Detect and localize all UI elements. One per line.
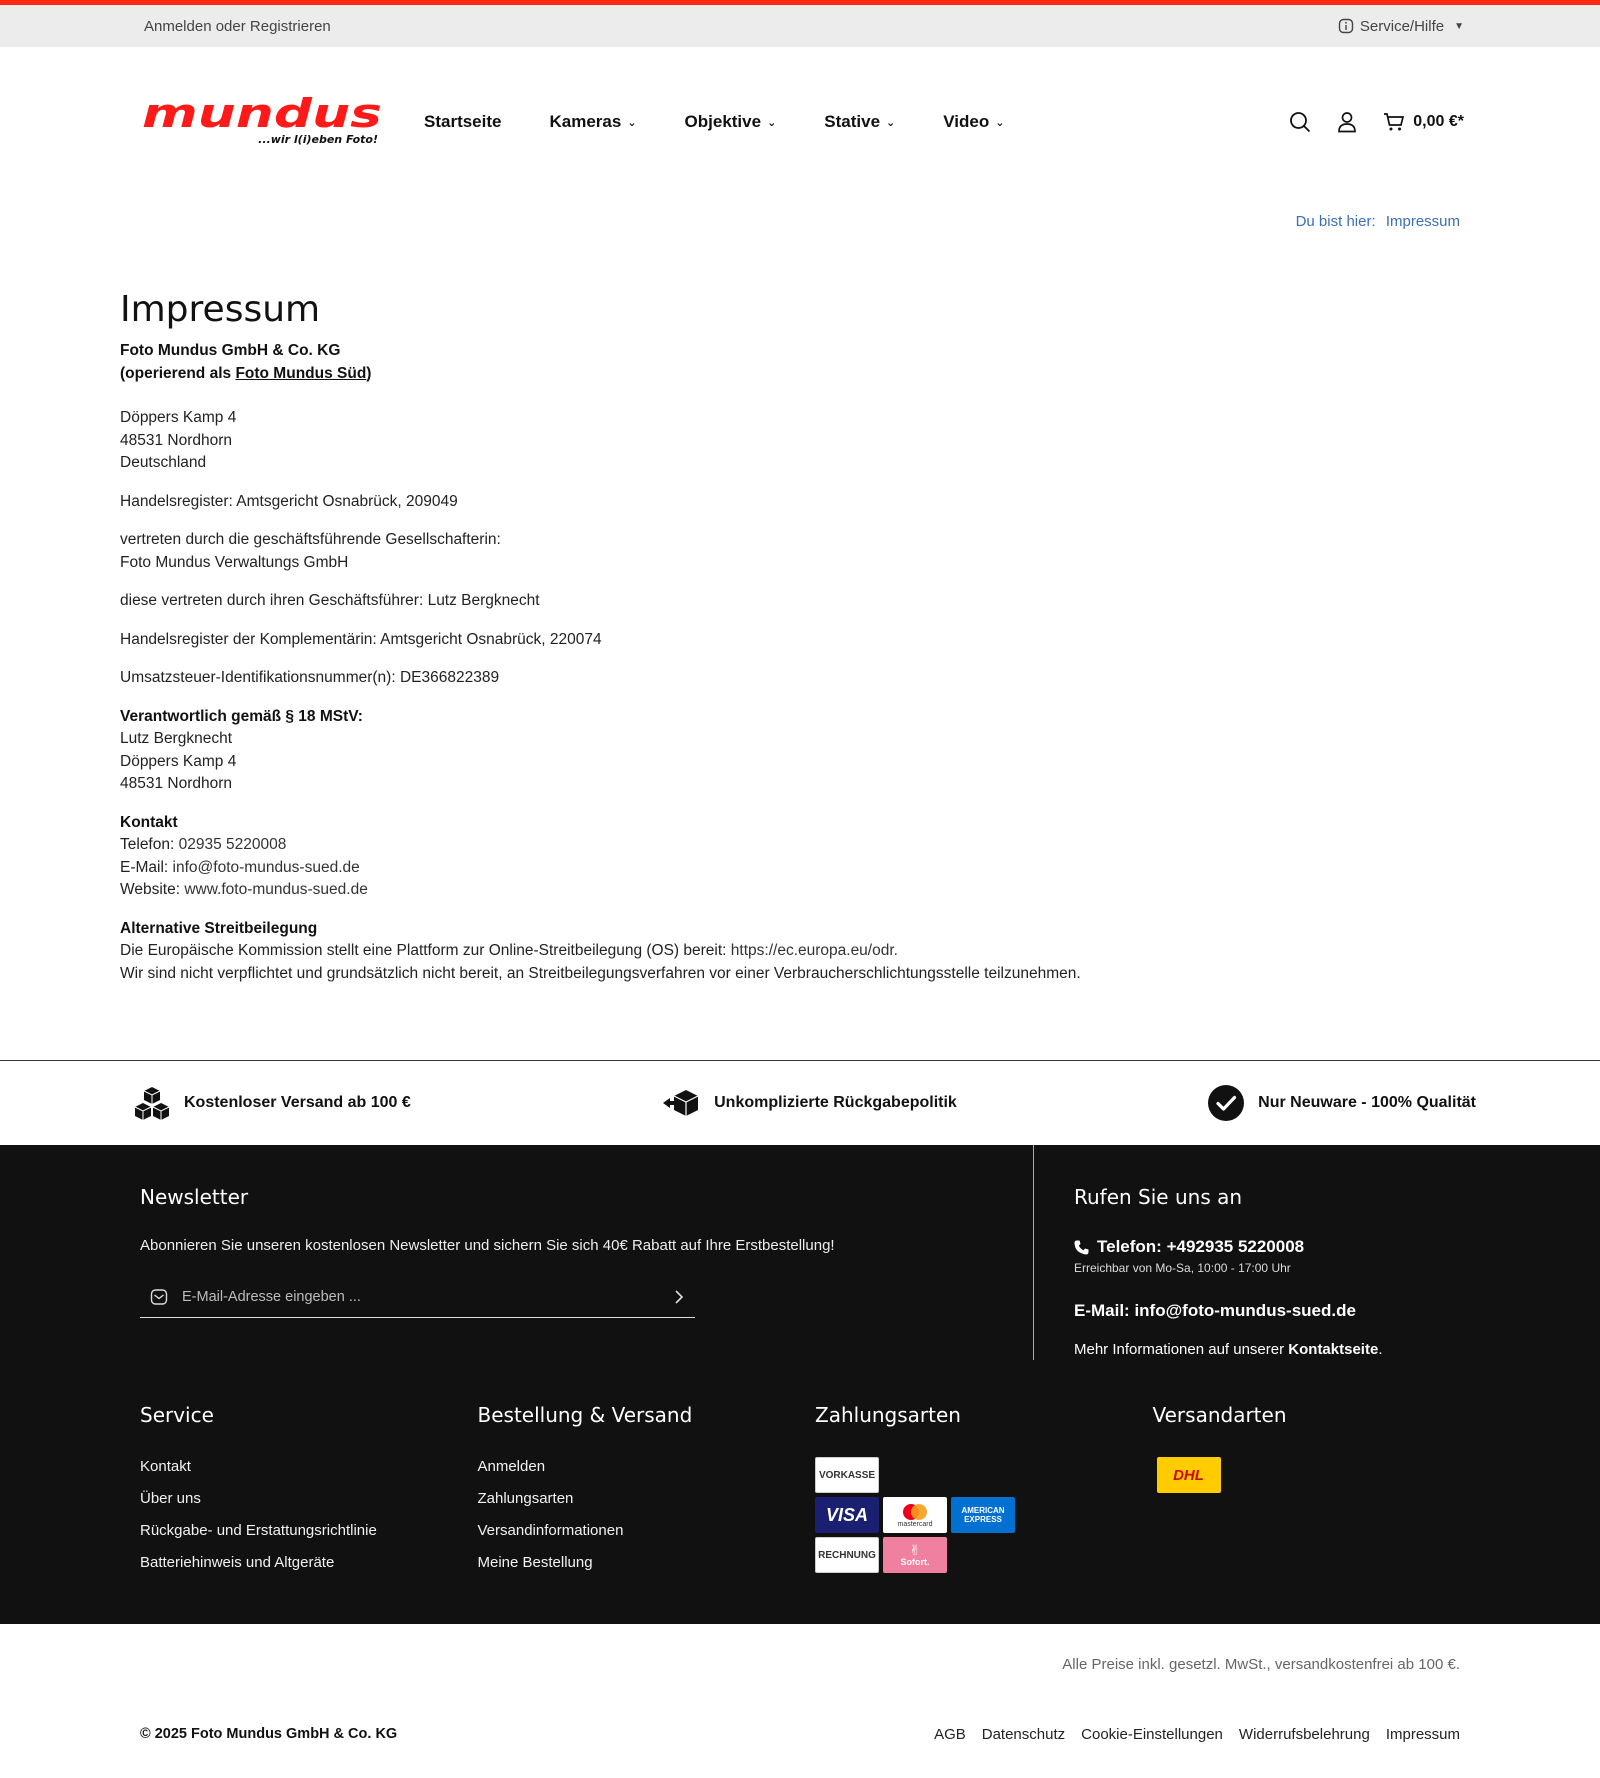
payment-vorkasse-logo: VORKASSE [815, 1457, 879, 1493]
payment-logos [815, 1457, 1015, 1573]
email-label: E-Mail: [120, 858, 173, 876]
register-info: Handelsregister: Amtsgericht Osnabrück, 209049 [120, 492, 458, 510]
mundus-logo[interactable] [142, 97, 382, 147]
phone-label: Telefon: [120, 836, 179, 853]
sofort-label: Sofort. [900, 1557, 930, 1567]
cart-button[interactable] [1383, 112, 1464, 132]
footer-col-order [478, 1403, 816, 1585]
nav-stative[interactable] [824, 112, 895, 132]
shipping-dhl-logo: DHL [1157, 1457, 1221, 1493]
footer-columns [140, 1403, 1490, 1585]
page-title: Impressum [120, 289, 321, 330]
footer-link-ueber-uns[interactable]: Über uns [140, 1490, 201, 1507]
nav-kameras[interactable] [549, 112, 636, 132]
footer-email[interactable]: E-Mail: info@foto-mundus-sued.de [1074, 1301, 1356, 1320]
footer-link-versandinfo[interactable]: Versandinformationen [477, 1522, 624, 1539]
website-link[interactable]: www.foto-mundus-sued.de [184, 881, 368, 898]
legal-link-widerruf[interactable]: Widerrufsbelehrung [1238, 1726, 1370, 1743]
legal-link-agb[interactable]: AGB [934, 1726, 966, 1743]
payment-visa-logo: VISA [815, 1497, 879, 1533]
service-title: Service [140, 1403, 214, 1427]
phone-icon [1074, 1240, 1089, 1255]
dispute-text-1: Die Europäische Kommission stellt eine Plattform zur Online-Streitbeilegung (OS) bereit: [120, 942, 731, 959]
footer-divider [1033, 1145, 1034, 1360]
represented-line-2: Foto Mundus Verwaltungs GmbH [120, 553, 349, 571]
responsible-block [120, 706, 1480, 796]
more-info-suffix: . [1378, 1341, 1383, 1358]
nav-video[interactable] [943, 112, 1004, 132]
usp-bar [0, 1060, 1600, 1145]
call-us-section [1074, 1185, 1494, 1358]
represented-line-1: vertreten durch die geschäftsführende Gesellschafterin: [120, 531, 501, 548]
footer [0, 1145, 1600, 1624]
nav-objektive-label: Objektive [684, 112, 762, 131]
contact-page-link[interactable]: Kontaktseite [1288, 1341, 1379, 1358]
nav-startseite[interactable] [424, 112, 501, 132]
footer-link-bestellung[interactable]: Meine Bestellung [477, 1554, 593, 1571]
footer-col-payment [815, 1403, 1153, 1585]
odr-link[interactable]: https://ec.europa.eu/odr. [730, 942, 898, 959]
return-box-icon [662, 1088, 700, 1118]
copyright: © 2025 Foto Mundus GmbH & Co. KG [140, 1726, 398, 1742]
header-actions [1289, 111, 1464, 133]
mastercard-circles-icon [900, 1503, 930, 1521]
login-register-link[interactable]: Anmelden oder Registrieren [144, 17, 331, 35]
footer-link-rueckgabe[interactable]: Rückgabe- und Erstattungsrichtlinie [140, 1522, 377, 1539]
chevron-down-icon: ⌄ [886, 116, 896, 129]
submit-arrow-icon[interactable] [673, 1289, 685, 1305]
payment-mastercard-logo [883, 1497, 947, 1533]
search-icon[interactable] [1289, 111, 1311, 133]
chevron-down-icon: ⌄ [995, 116, 1005, 129]
payment-amex-logo: AMERICAN EXPRESS [951, 1497, 1015, 1533]
newsletter-title: Newsletter [140, 1185, 249, 1209]
director-info: diese vertreten durch ihren Geschäftsführer: Lutz Bergknecht [120, 592, 540, 609]
footer-col-service [140, 1403, 478, 1585]
payment-title: Zahlungsarten [815, 1403, 961, 1427]
call-us-title: Rufen Sie uns an [1074, 1185, 1243, 1209]
footer-phone[interactable] [1074, 1237, 1494, 1257]
account-icon[interactable] [1337, 111, 1357, 133]
info-icon [1338, 18, 1354, 34]
contact-block [120, 812, 1480, 902]
address-city: 48531 Nordhorn [120, 431, 233, 449]
usp-returns-label: Unkomplizierte Rückgabepolitik [714, 1094, 957, 1111]
payment-spacer [883, 1457, 947, 1493]
usp-quality [1208, 1085, 1476, 1121]
breadcrumb-prefix: Du bist hier: [1295, 213, 1376, 230]
nav-startseite-label: Startseite [424, 112, 502, 131]
legal-link-cookies[interactable]: Cookie-Einstellungen [1081, 1726, 1223, 1743]
website-label: Website: [120, 881, 185, 898]
breadcrumb [0, 213, 1600, 230]
impressum-content [0, 290, 1600, 985]
footer-col-shipping [1153, 1403, 1491, 1585]
order-title: Bestellung & Versand [477, 1403, 693, 1427]
payment-spacer [951, 1457, 1015, 1493]
vat-info: Umsatzsteuer-Identifikationsnummer(n): DE366822389 [120, 669, 500, 686]
footer-link-anmelden[interactable]: Anmelden [477, 1458, 546, 1475]
check-circle-icon [1208, 1085, 1244, 1121]
company-name: Foto Mundus GmbH & Co. KG [120, 342, 341, 359]
logo-tagline: ...wir l(i)eben Foto! [258, 133, 378, 146]
legal-link-datenschutz[interactable]: Datenschutz [981, 1726, 1066, 1743]
newsletter-section [140, 1185, 1030, 1318]
usp-returns [662, 1088, 957, 1118]
cart-icon [1383, 112, 1405, 132]
newsletter-email-placeholder: E-Mail-Adresse eingeben ... [182, 1288, 361, 1305]
foto-mundus-sued-link[interactable]: Foto Mundus Süd [235, 364, 367, 382]
more-info-prefix: Mehr Informationen auf unserer [1074, 1341, 1289, 1358]
header [0, 47, 1600, 197]
responsible-name: Lutz Bergknecht [120, 730, 233, 747]
chevron-down-icon: ⌄ [627, 116, 637, 129]
service-help-label: Service/Hilfe [1359, 17, 1445, 35]
caret-down-icon: ▼ [1454, 20, 1464, 32]
dispute-title: Alternative Streitbeilegung [120, 919, 318, 937]
usp-free-shipping-label: Kostenloser Versand ab 100 € [184, 1094, 411, 1111]
nav-objektive[interactable] [685, 112, 777, 132]
payment-sofort-logo [883, 1537, 947, 1573]
mastercard-label: mastercard [897, 1520, 933, 1528]
address-block [120, 407, 1480, 475]
address-street: Döppers Kamp 4 [120, 409, 237, 426]
usp-quality-label: Nur Neuware - 100% Qualität [1258, 1094, 1476, 1111]
opening-hours: Erreichbar von Mo-Sa, 10:00 - 17:00 Uhr [1074, 1261, 1291, 1275]
newsletter-email-field[interactable] [140, 1276, 695, 1318]
topbar [0, 5, 1600, 47]
footer-link-batterie[interactable]: Batteriehinweis und Altgeräte [140, 1554, 335, 1571]
service-help-menu[interactable] [1338, 18, 1464, 35]
responsible-title: Verantwortlich gemäß § 18 MStV: [120, 707, 363, 725]
usp-free-shipping [134, 1086, 411, 1120]
footer-link-zahlungsarten[interactable]: Zahlungsarten [477, 1490, 574, 1507]
shipping-title: Versandarten [1152, 1403, 1287, 1427]
dispute-text-2: Wir sind nicht verpflichtet und grundsätzlich nicht bereit, an Streitbeilegungsverfahren vor einer Verbraucherschlichtungsstelle teilzunehmen. [120, 964, 1081, 982]
mail-icon [150, 1288, 168, 1306]
nav-kameras-label: Kameras [549, 112, 622, 131]
legal-link-impressum[interactable]: Impressum [1385, 1726, 1460, 1743]
logo-wordmark: mundus [142, 97, 382, 137]
address-country: Deutschland [120, 454, 207, 471]
main-nav [424, 112, 1289, 132]
represented-block [120, 529, 1480, 574]
price-note: Alle Preise inkl. gesetzl. MwSt., versandkostenfrei ab 100 €. [1062, 1656, 1460, 1673]
nav-video-label: Video [943, 112, 990, 131]
footer-phone-label: Telefon: +492935 5220008 [1097, 1237, 1305, 1256]
responsible-street: Döppers Kamp 4 [120, 752, 237, 770]
phone-link[interactable]: 02935 5220008 [178, 836, 287, 853]
breadcrumb-current[interactable]: Impressum [1385, 213, 1460, 230]
operating-as [120, 363, 1480, 386]
operating-prefix: (operierend als [120, 364, 236, 382]
footer-link-kontakt[interactable]: Kontakt [140, 1458, 191, 1475]
operating-suffix: ) [366, 364, 372, 382]
legal-links [934, 1726, 1460, 1743]
cart-total: 0,00 €* [1413, 113, 1464, 130]
contact-title: Kontakt [120, 813, 178, 831]
more-info [1074, 1341, 1494, 1358]
dispute-block [120, 918, 1480, 986]
chevron-down-icon: ⌄ [767, 116, 777, 129]
newsletter-text: Abonnieren Sie unseren kostenlosen Newsletter und sichern Sie sich 40€ Rabatt auf Ihre Erstbestellung! [140, 1237, 835, 1254]
responsible-city: 48531 Nordhorn [120, 775, 233, 792]
nav-stative-label: Stative [824, 112, 881, 131]
register-2-info: Handelsregister der Komplementärin: Amtsgericht Osnabrück, 220074 [120, 630, 602, 648]
payment-rechnung-logo: RECHNUNG [815, 1537, 879, 1573]
boxes-icon [134, 1086, 170, 1120]
sofort-hand-icon: ✌ [909, 1542, 921, 1558]
email-link[interactable]: info@foto-mundus-sued.de [172, 858, 360, 876]
